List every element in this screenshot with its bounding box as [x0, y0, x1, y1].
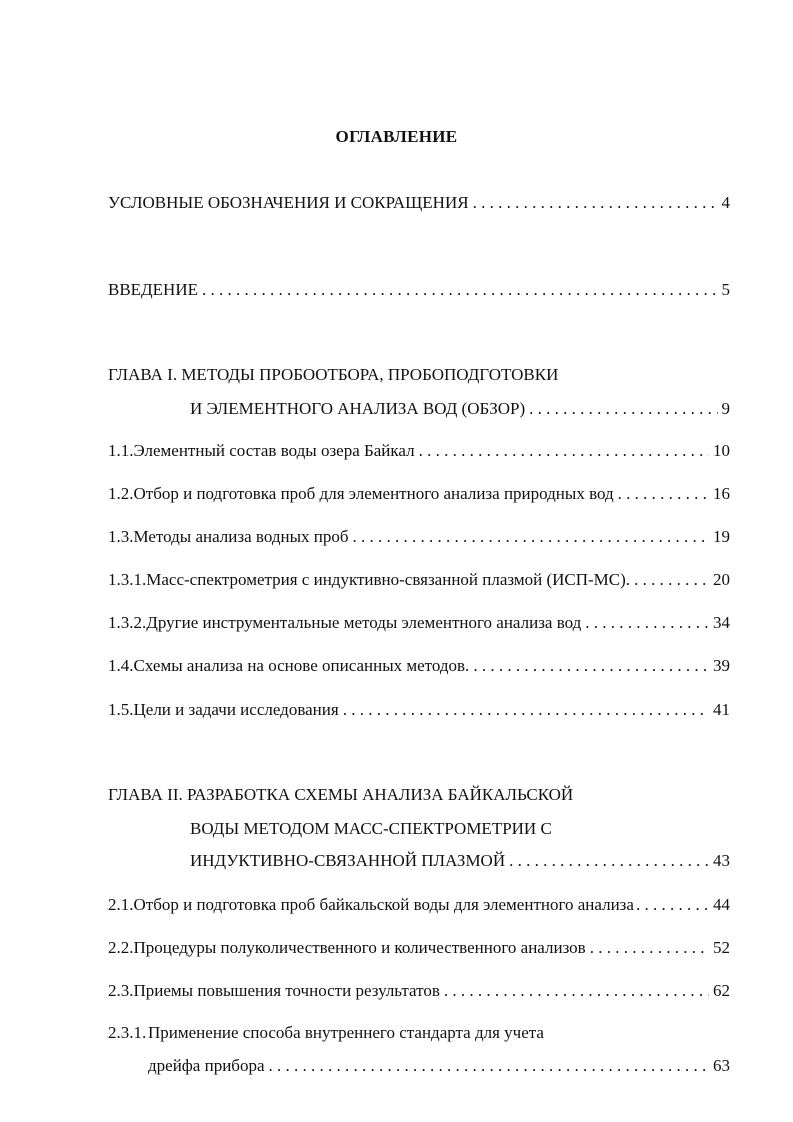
toc-entry-text: Процедуры полуколичественного и количественного анализов — [133, 938, 586, 957]
toc-page-number: 9 — [721, 399, 730, 418]
toc-section-number: 1.1. — [108, 441, 134, 460]
toc-page-number: 44 — [713, 895, 730, 914]
leader-dots — [585, 612, 709, 634]
toc-section-number: 1.4. — [108, 656, 134, 675]
toc-entry-chapter-2[interactable] — [190, 850, 730, 872]
toc-page-number: 20 — [713, 570, 730, 589]
leader-dots — [618, 483, 709, 505]
leader-dots — [343, 699, 709, 721]
leader-dots — [473, 192, 718, 214]
toc-section-number: 2.1. — [108, 895, 134, 914]
toc-entry-abbreviations[interactable] — [108, 192, 730, 214]
toc-entry-text: Применение способа внутреннего стандарта для учета — [148, 1023, 544, 1042]
toc-entry-1-2[interactable] — [108, 483, 730, 505]
toc-section-number: 2.3.1. — [108, 1023, 147, 1042]
toc-entry-text: ВВЕДЕНИЕ — [108, 280, 198, 299]
toc-chapter-2-heading[interactable]: ГЛАВА II. РАЗРАБОТКА СХЕМЫ АНАЛИЗА БАЙКАЛЬСКОЙ — [108, 785, 574, 804]
toc-page-number: 5 — [721, 280, 730, 299]
toc-section-number: 2.2. — [108, 938, 134, 957]
toc-page-number: 16 — [713, 484, 730, 503]
toc-entry-text: УСЛОВНЫЕ ОБОЗНАЧЕНИЯ И СОКРАЩЕНИЯ — [108, 193, 469, 212]
toc-entry-text: Масс-спектрометрия с индуктивно-связанной плазмой (ИСП-МС). — [146, 570, 631, 589]
toc-entry-text: Отбор и подготовка проб для элементного анализа природных вод — [133, 484, 614, 503]
toc-section-number: 1.3.2. — [108, 613, 147, 632]
toc-chapter-1-heading[interactable]: ГЛАВА I. МЕТОДЫ ПРОБООТБОРА, ПРОБОПОДГОТОВКИ — [108, 365, 559, 384]
toc-page-number: 52 — [713, 938, 730, 957]
toc-entry-text: Приемы повышения точности результатов — [133, 981, 440, 1000]
leader-dots — [636, 894, 711, 916]
toc-entry-2-3-1-heading[interactable] — [108, 1022, 730, 1044]
toc-entry-text: Методы анализа водных проб — [133, 527, 349, 546]
toc-section-number: 2.3. — [108, 981, 134, 1000]
toc-entry-text: дрейфа прибора — [148, 1056, 265, 1075]
toc-entry-chapter-1[interactable] — [190, 398, 730, 420]
toc-entry-text: Цели и задачи исследования — [133, 700, 339, 719]
toc-entry-text: Отбор и подготовка проб байкальской воды для элементного анализа — [133, 895, 634, 914]
leader-dots — [473, 655, 709, 677]
leader-dots — [529, 398, 717, 420]
toc-page-number: 41 — [713, 700, 730, 719]
leader-dots — [590, 937, 709, 959]
leader-dots — [509, 850, 709, 872]
toc-section-number: 1.5. — [108, 700, 134, 719]
toc-entry-2-3-1[interactable] — [148, 1055, 730, 1077]
page-title: ОГЛАВЛЕНИЕ — [335, 127, 458, 146]
toc-entry-text: Элементный состав воды озера Байкал — [133, 441, 415, 460]
leader-dots — [269, 1055, 710, 1077]
toc-entry-2-1[interactable] — [108, 894, 730, 916]
toc-page-number: 39 — [713, 656, 730, 675]
toc-page-number: 43 — [713, 851, 730, 870]
leader-dots — [444, 980, 709, 1002]
toc-entry-text: Схемы анализа на основе описанных методов. — [133, 656, 470, 675]
toc-entry-1-4[interactable] — [108, 655, 730, 677]
toc-entry-1-3-1[interactable] — [108, 569, 730, 591]
toc-page-number: 19 — [713, 527, 730, 546]
toc-section-number: 1.2. — [108, 484, 134, 503]
toc-entry-1-1[interactable] — [108, 440, 730, 462]
toc-page-number: 62 — [713, 981, 730, 1000]
toc-page-number: 10 — [713, 441, 730, 460]
leader-dots — [634, 569, 709, 591]
toc-entry-2-2[interactable] — [108, 937, 730, 959]
toc-entry-1-5[interactable] — [108, 699, 730, 721]
toc-chapter-2-heading-line-2[interactable]: ВОДЫ МЕТОДОМ МАСС-СПЕКТРОМЕТРИИ С — [190, 819, 552, 838]
toc-entry-text: Другие инструментальные методы элементного анализа вод — [146, 613, 582, 632]
toc-entry-1-3[interactable] — [108, 526, 730, 548]
toc-entry-2-3[interactable] — [108, 980, 730, 1002]
toc-entry-introduction[interactable] — [108, 279, 730, 301]
leader-dots — [353, 526, 710, 548]
toc-page-number: 4 — [721, 193, 730, 212]
toc-page-number: 63 — [713, 1056, 730, 1075]
leader-dots — [419, 440, 709, 462]
toc-entry-text: И ЭЛЕМЕНТНОГО АНАЛИЗА ВОД (ОБЗОР) — [190, 399, 526, 418]
toc-entry-text: ИНДУКТИВНО-СВЯЗАННОЙ ПЛАЗМОЙ — [190, 851, 506, 870]
leader-dots — [202, 279, 718, 301]
toc-entry-1-3-2[interactable] — [108, 612, 730, 634]
toc-section-number: 1.3. — [108, 527, 134, 546]
toc-section-number: 1.3.1. — [108, 570, 147, 589]
toc-page-number: 34 — [713, 613, 730, 632]
